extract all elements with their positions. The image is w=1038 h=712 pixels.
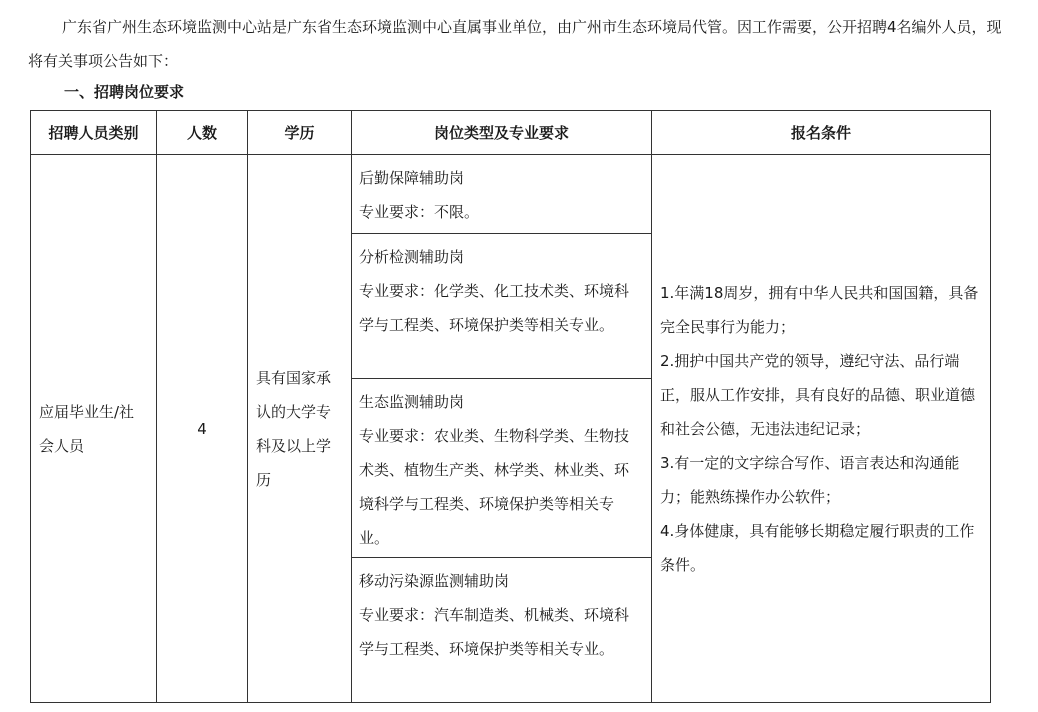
table-header-row [31, 111, 991, 155]
position-cell [352, 558, 652, 703]
recruitment-table [30, 110, 991, 703]
section-heading-positions: 一、招聘岗位要求 [64, 83, 185, 101]
condition-item: 1.年满18周岁，拥有中华人民共和国国籍，具备完全民事行为能力； [660, 283, 979, 336]
position-cell [352, 379, 652, 558]
header-education: 学历 [248, 111, 352, 155]
position-title: 后勤保障辅助岗 [359, 169, 465, 187]
header-conditions: 报名条件 [652, 111, 991, 155]
condition-item: 4.身体健康，具有能够长期稳定履行职责的工作条件。 [660, 521, 975, 574]
table-row [31, 155, 991, 234]
position-title: 分析检测辅助岗 [359, 248, 465, 266]
header-category: 招聘人员类别 [31, 111, 157, 155]
position-requirement: 专业要求：农业类、生物科学类、生物技术类、植物生产类、林学类、林业类、环境科学与工程类、环境保护类等相关专业。 [359, 427, 630, 547]
conditions-cell [652, 155, 991, 703]
header-positions: 岗位类型及专业要求 [352, 111, 652, 155]
position-cell [352, 155, 652, 234]
position-requirement: 专业要求：不限。 [359, 203, 480, 221]
category-cell: 应届毕业生/社会人员 [31, 155, 157, 703]
count-cell: 4 [157, 155, 248, 703]
position-requirement: 专业要求：化学类、化工技术类、环境科学与工程类、环境保护类等相关专业。 [359, 282, 630, 334]
education-cell: 具有国家承认的大学专科及以上学历 [248, 155, 352, 703]
header-count: 人数 [157, 111, 248, 155]
condition-item: 3.有一定的文字综合写作、语言表达和沟通能力；能熟练操作办公软件； [660, 453, 960, 506]
position-title: 生态监测辅助岗 [359, 393, 465, 411]
position-cell [352, 234, 652, 379]
position-title: 移动污染源监测辅助岗 [359, 572, 510, 590]
condition-item: 2.拥护中国共产党的领导，遵纪守法、品行端正，服从工作安排，具有良好的品德、职业道德和社会公德，无违法违纪记录； [660, 351, 976, 438]
position-requirement: 专业要求：汽车制造类、机械类、环境科学与工程类、环境保护类等相关专业。 [359, 606, 630, 658]
intro-paragraph: 广东省广州生态环境监测中心站是广东省生态环境监测中心直属事业单位，由广州市生态环境局代管。因工作需要，公开招聘4名编外人员，现将有关事项公告如下： [28, 18, 1002, 70]
